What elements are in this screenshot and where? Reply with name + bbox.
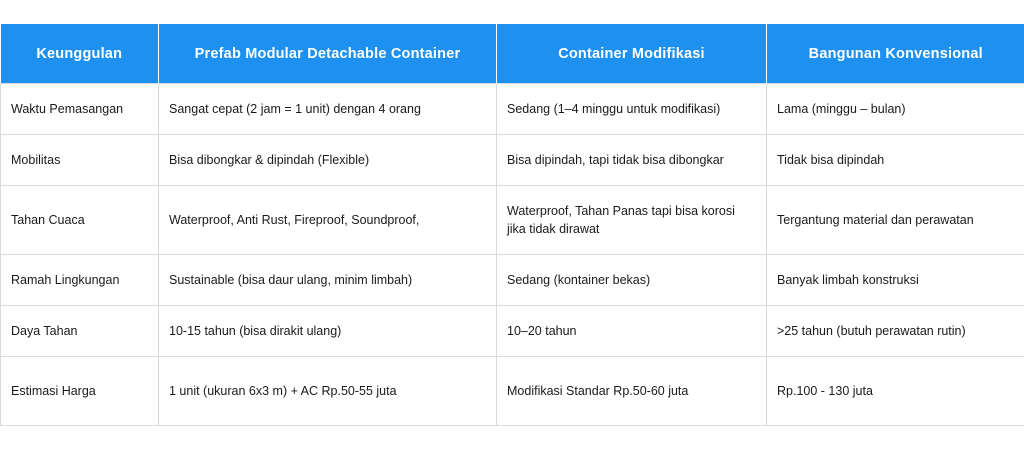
table-cell: 10-15 tahun (bisa dirakit ulang) [159,306,497,357]
table-row [1,135,1024,186]
table-row [1,84,1024,135]
row-label: Tahan Cuaca [1,186,159,255]
table-cell: Sedang (kontainer bekas) [497,255,767,306]
row-label: Ramah Lingkungan [1,255,159,306]
table-cell: Tidak bisa dipindah [767,135,1024,186]
table-row [1,186,1024,255]
table-row [1,357,1024,426]
table-cell: Modifikasi Standar Rp.50-60 juta [497,357,767,426]
table-cell: Bisa dibongkar & dipindah (Flexible) [159,135,497,186]
table-cell: Sangat cepat (2 jam = 1 unit) dengan 4 orang [159,84,497,135]
table-cell: Rp.100 - 130 juta [767,357,1024,426]
table-cell: Sedang (1–4 minggu untuk modifikasi) [497,84,767,135]
row-label: Daya Tahan [1,306,159,357]
table-cell: Waterproof, Tahan Panas tapi bisa korosi jika tidak dirawat [497,186,767,255]
row-label: Mobilitas [1,135,159,186]
header-bangunan-konvensional: Bangunan Konvensional [767,24,1024,84]
table-row [1,255,1024,306]
comparison-table-container [0,24,1024,426]
table-cell: 1 unit (ukuran 6x3 m) + AC Rp.50-55 juta [159,357,497,426]
header-container-modifikasi: Container Modifikasi [497,24,767,84]
row-label: Waktu Pemasangan [1,84,159,135]
table-cell: >25 tahun (butuh perawatan rutin) [767,306,1024,357]
table-cell: 10–20 tahun [497,306,767,357]
table-row [1,306,1024,357]
table-cell: Lama (minggu – bulan) [767,84,1024,135]
table-cell: Bisa dipindah, tapi tidak bisa dibongkar [497,135,767,186]
table-cell: Banyak limbah konstruksi [767,255,1024,306]
table-header-row [1,24,1024,84]
row-label: Estimasi Harga [1,357,159,426]
header-prefab-modular: Prefab Modular Detachable Container [159,24,497,84]
table-cell: Sustainable (bisa daur ulang, minim limbah) [159,255,497,306]
header-keunggulan: Keunggulan [1,24,159,84]
comparison-table [0,24,1024,426]
table-cell: Tergantung material dan perawatan [767,186,1024,255]
table-cell: Waterproof, Anti Rust, Fireproof, Soundproof, [159,186,497,255]
